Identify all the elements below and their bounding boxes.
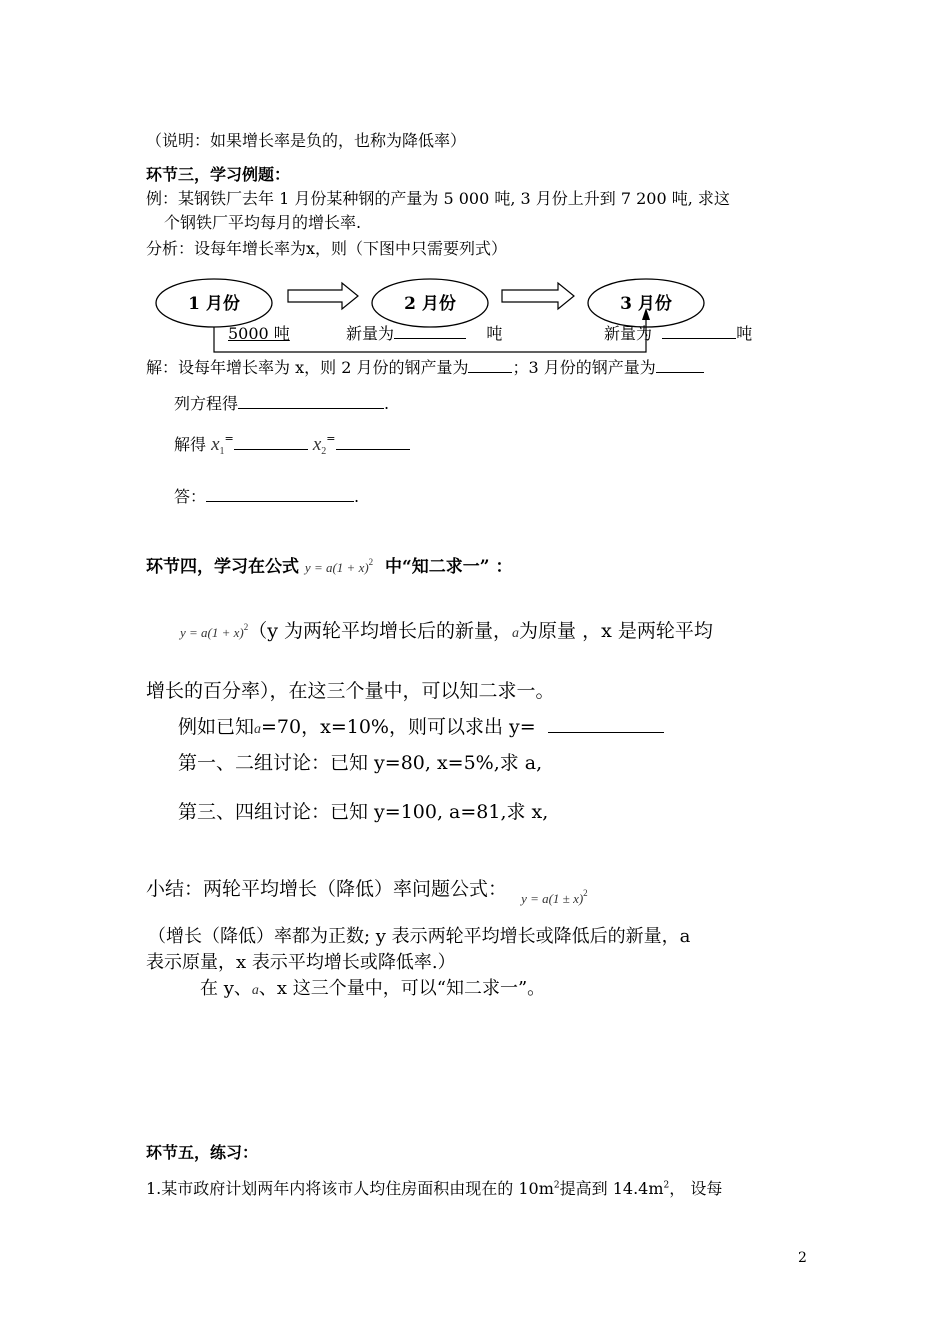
solve-label: 解得 xyxy=(174,435,207,454)
section3-title: 环节三，学习例题： xyxy=(146,165,291,184)
formula-desc: $y = a(1 + x)^2$ xyxy=(180,622,249,640)
solution-line xyxy=(146,355,704,378)
example-line-2: 个钢铁厂平均每月的增长率. xyxy=(164,213,362,232)
equation-line: 列方程得 . xyxy=(174,394,390,413)
page-number: 2 xyxy=(798,1250,807,1266)
arrow-1-to-2 xyxy=(288,283,358,309)
summary-formula: y = a(1 ± x)2 xyxy=(521,888,588,906)
x2-blank[interactable] xyxy=(336,433,410,450)
example-line-1: 例：某钢铁厂去年 1 月份某种钢的产量为 5 000 吨, 3 月份上升到 7 200 吨, 求这 xyxy=(146,189,730,208)
qty2-unit: 吨 xyxy=(486,324,503,343)
qty-month3 xyxy=(604,321,752,344)
summary-line: 小结：两轮平均增长（降低）率问题公式： $_{y = a(1 \pm x)^2}$ xyxy=(146,878,588,906)
x1-var: $x_1$ xyxy=(211,434,225,457)
y-answer-blank[interactable] xyxy=(548,716,664,733)
equation-blank[interactable] xyxy=(238,392,384,409)
desc-line-1: $y = a(1 + x)^2(y$ 为两轮平均增长后的新量，a为原量 ，x 是两轮平均 xyxy=(180,620,713,642)
analysis-text: 分析：设每年增长率为x，则（下图中只需要列式） xyxy=(146,239,508,258)
section4-title-prefix: 环节四，学习在公式 xyxy=(146,557,299,577)
summary-line-1: （增长（降低）率都为正数; y 表示两轮平均增长或降低后的新量，a xyxy=(148,926,691,947)
qty-month1: 5000 吨 xyxy=(228,324,290,343)
qty2-blank[interactable] xyxy=(394,322,466,339)
problem-1: 1.某市政府计划两年内将该市人均住房面积由现在的 $10m^2$提高到 $14.4m^2$， 设每 xyxy=(146,1179,723,1198)
label-month2: 2 月份 xyxy=(404,294,456,314)
example-known-line: 例如已知a=70，x=10%，则可以求出 y= xyxy=(178,712,664,739)
group-12-discussion: 第一、二组讨论：已知 y=80, x=5%,求 a, xyxy=(178,752,543,774)
answer-blank[interactable] xyxy=(206,485,354,502)
qty2-prefix: 新量为 xyxy=(346,324,395,343)
qty-month2 xyxy=(346,321,502,344)
arrow-2-to-3 xyxy=(502,283,574,309)
equation-label: 列方程得 xyxy=(174,394,239,413)
qty3-blank[interactable] xyxy=(662,322,736,339)
answer-line: 答： . xyxy=(174,487,360,506)
x1-blank[interactable] xyxy=(234,433,308,450)
group-34-discussion: 第三、四组讨论：已知 y=100, a=81,求 x, xyxy=(178,801,549,823)
summary-line-2: 表示原量，x 表示平均增长或降低率.） xyxy=(146,952,456,973)
desc-line-2: 增长的百分率），在这三个量中，可以知二求一。 xyxy=(146,680,555,702)
answer-label: 答： xyxy=(174,487,207,506)
summary-line-3: 在 y、a、x 这三个量中，可以“知二求一”。 xyxy=(200,978,546,999)
solution-mid-text: ；3 月份的钢产量为 xyxy=(512,358,656,377)
note-text: （说明：如果增长率是负的，也称为降低率） xyxy=(146,131,467,150)
mar-output-blank[interactable] xyxy=(656,356,704,373)
label-month3: 3 月份 xyxy=(620,294,672,314)
label-month1: 1 月份 xyxy=(188,294,240,314)
x2-var: $x_2$ xyxy=(312,434,327,457)
qty3-prefix: 新量为 xyxy=(604,324,653,343)
formula-inline: $y = a(1 + x)^2$ xyxy=(304,557,374,575)
solve-line: 解得 $x_1^=$ $x_2^=$ xyxy=(174,432,410,457)
feb-output-blank[interactable] xyxy=(468,356,512,373)
solution-text: 解：设每年增长率为 x，则 2 月份的钢产量为 xyxy=(146,358,469,377)
qty3-unit: 吨 xyxy=(736,324,753,343)
section4-title xyxy=(146,552,513,577)
section5-title: 环节五，练习： xyxy=(146,1143,259,1162)
section4-title-suffix: 中“知二求一” ： xyxy=(385,557,513,577)
